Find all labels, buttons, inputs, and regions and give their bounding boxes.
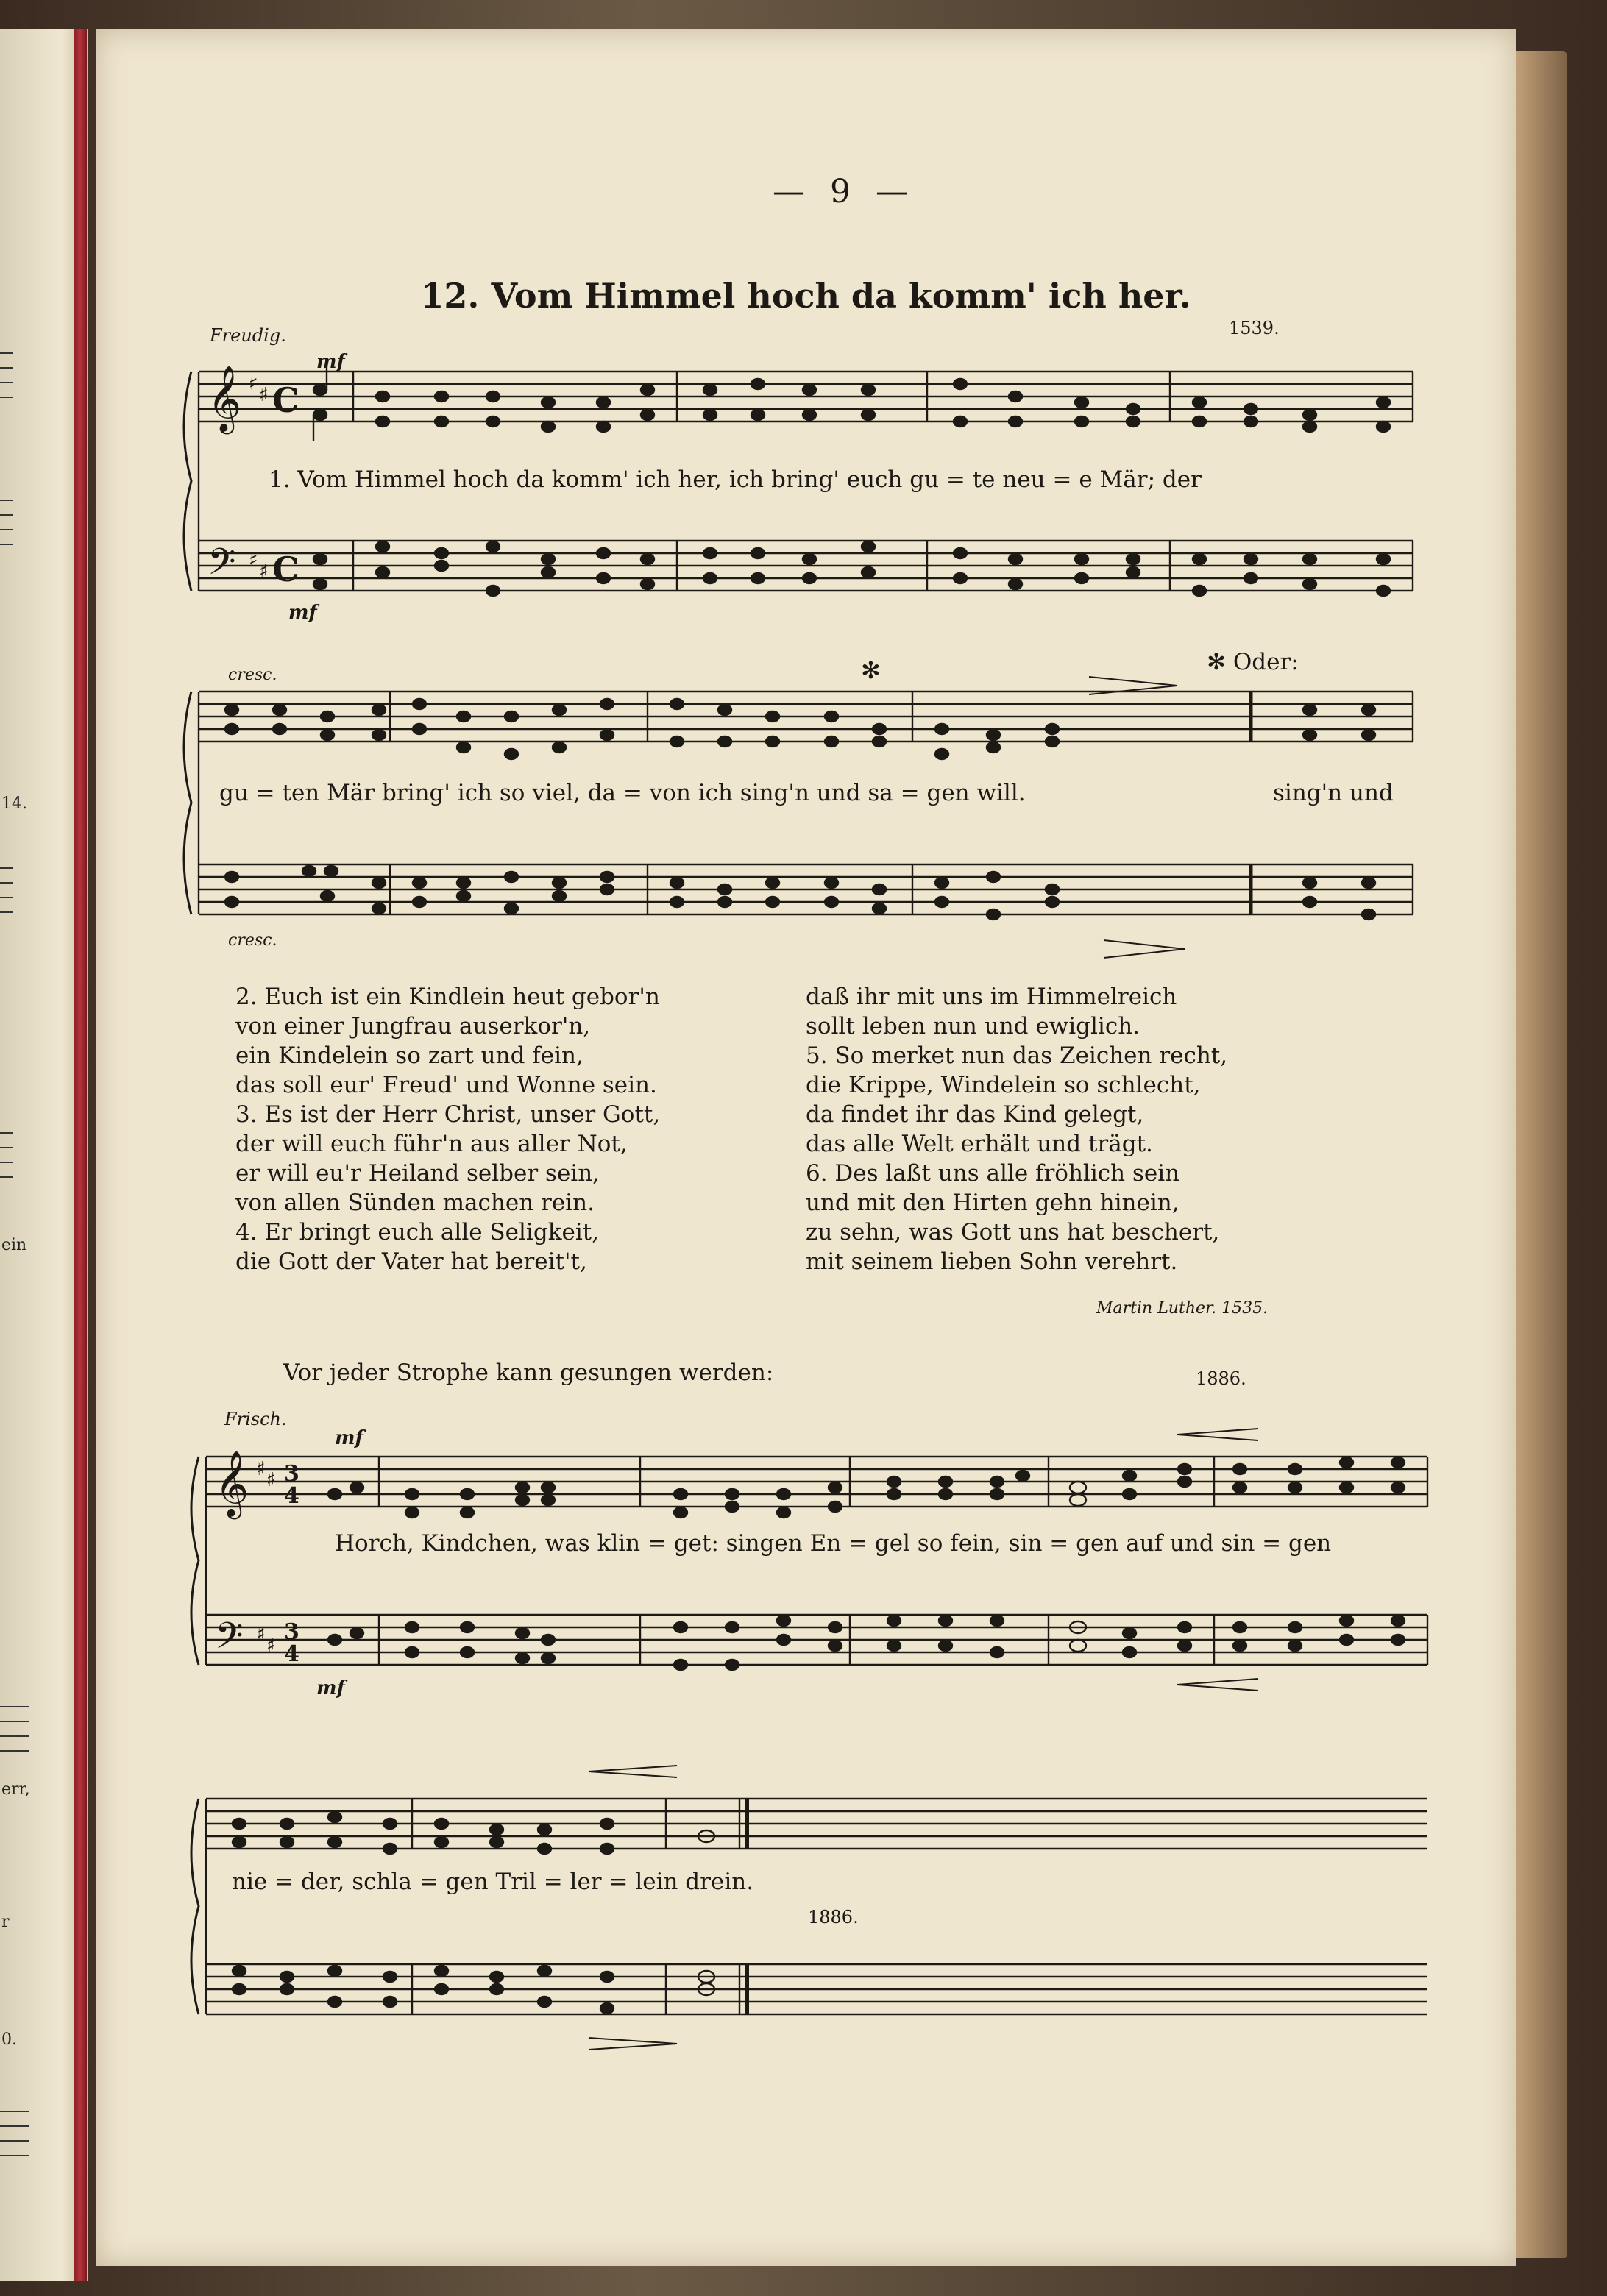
melody-year: 1886.	[1196, 1368, 1246, 1389]
asterisk-marker: ✻	[861, 656, 881, 684]
book-spine	[74, 29, 87, 2281]
svg-text:♯: ♯	[256, 1458, 266, 1480]
melody-year: 1886.	[808, 1907, 859, 1927]
music-system-3	[177, 1412, 1442, 1707]
melody-year: 1539.	[1229, 318, 1280, 338]
lyric-line-2a: gu = ten Mär bring' ich so viel, da = von ich sing'n und sa = gen will.	[219, 780, 1026, 806]
lyric-line-2b: sing'n und	[1273, 780, 1394, 806]
song-page	[96, 29, 1516, 2266]
svg-text:3: 3	[284, 1461, 299, 1487]
svg-text:𝄢: 𝄢	[215, 1615, 244, 1666]
author-attribution: Martin Luther. 1535.	[1096, 1299, 1269, 1318]
left-page-fragment: r	[1, 1913, 10, 1931]
verses-right-column: daß ihr mit uns im Himmelreich sollt leben nun und ewiglich. 5. So merket nun das Zeichen recht, die Krippe, Windelein so schlecht, da findet ihr das Kind gelegt, das alle Welt erhält und trägt. 6. Des laßt uns alle fröhlich sein und mit den Hirten gehn hinein, zu sehn, was Gott uns hat beschert, mit seinem lieben Sohn verehrt.	[806, 984, 1228, 1275]
svg-text:3: 3	[284, 1619, 299, 1645]
svg-text:♯: ♯	[266, 1635, 276, 1657]
svg-text:♯: ♯	[266, 1469, 276, 1491]
svg-text:𝄞: 𝄞	[207, 366, 242, 432]
left-page-fragment: err,	[1, 1780, 30, 1799]
dynamic-mf: mf	[316, 351, 345, 373]
page-number: — 9 —	[773, 173, 915, 210]
lyric-line-3: Horch, Kindchen, was klin = get: singen En = gel so fein, sin = gen auf und sin = gen	[335, 1530, 1332, 1557]
dynamic-mf: mf	[288, 602, 317, 624]
tempo-marking: Freudig.	[210, 325, 286, 346]
music-system-1	[169, 338, 1435, 647]
left-page-fragment: 0.	[1, 2030, 17, 2049]
dynamic-mf: mf	[335, 1427, 363, 1449]
left-page-fragment: ein	[1, 1236, 27, 1254]
song-title: 12. Vom Himmel hoch da komm' ich her.	[420, 276, 1191, 316]
cresc-marking: cresc.	[228, 931, 277, 950]
lyric-line-4: nie = der, schla = gen Tril = ler = lein drein.	[232, 1869, 754, 1895]
dynamic-mf: mf	[316, 1677, 345, 1699]
oder-note: ✻ Oder:	[1207, 649, 1299, 675]
svg-text:𝄞: 𝄞	[215, 1451, 249, 1517]
verses-left-column: 2. Euch ist ein Kindlein heut gebor'n von einer Jungfrau auserkor'n, ein Kindelein so zart und fein, das soll eur' Freud' und Wonne sein. 3. Es ist der Herr Christ, unser Gott, der will euch führ'n aus aller Not, er will eu'r Heiland selber sein, von allen Sünden machen rein. 4. Er bringt euch alle Seligkeit, die Gott der Vater hat bereit't,	[235, 984, 661, 1275]
lyric-line-1: 1. Vom Himmel hoch da komm' ich her, ich bring' euch gu = te neu = e Mär; der	[269, 466, 1202, 493]
svg-text:4: 4	[284, 1641, 299, 1667]
svg-text:♯: ♯	[249, 550, 258, 572]
svg-text:♯: ♯	[256, 1624, 266, 1646]
music-system-2	[169, 669, 1435, 964]
svg-text:♯: ♯	[249, 373, 258, 395]
svg-text:♯: ♯	[259, 561, 269, 583]
cresc-marking: cresc.	[228, 666, 277, 684]
tempo-marking: Frisch.	[224, 1409, 287, 1429]
left-page-fragment: 14.	[1, 795, 27, 813]
svg-text:4: 4	[284, 1483, 299, 1509]
svg-text:𝄢: 𝄢	[207, 541, 236, 592]
svg-text:C: C	[272, 380, 299, 420]
intro-line: Vor jeder Strophe kann gesungen werden:	[283, 1360, 774, 1386]
svg-text:C: C	[272, 550, 299, 589]
svg-text:♯: ♯	[259, 384, 269, 406]
